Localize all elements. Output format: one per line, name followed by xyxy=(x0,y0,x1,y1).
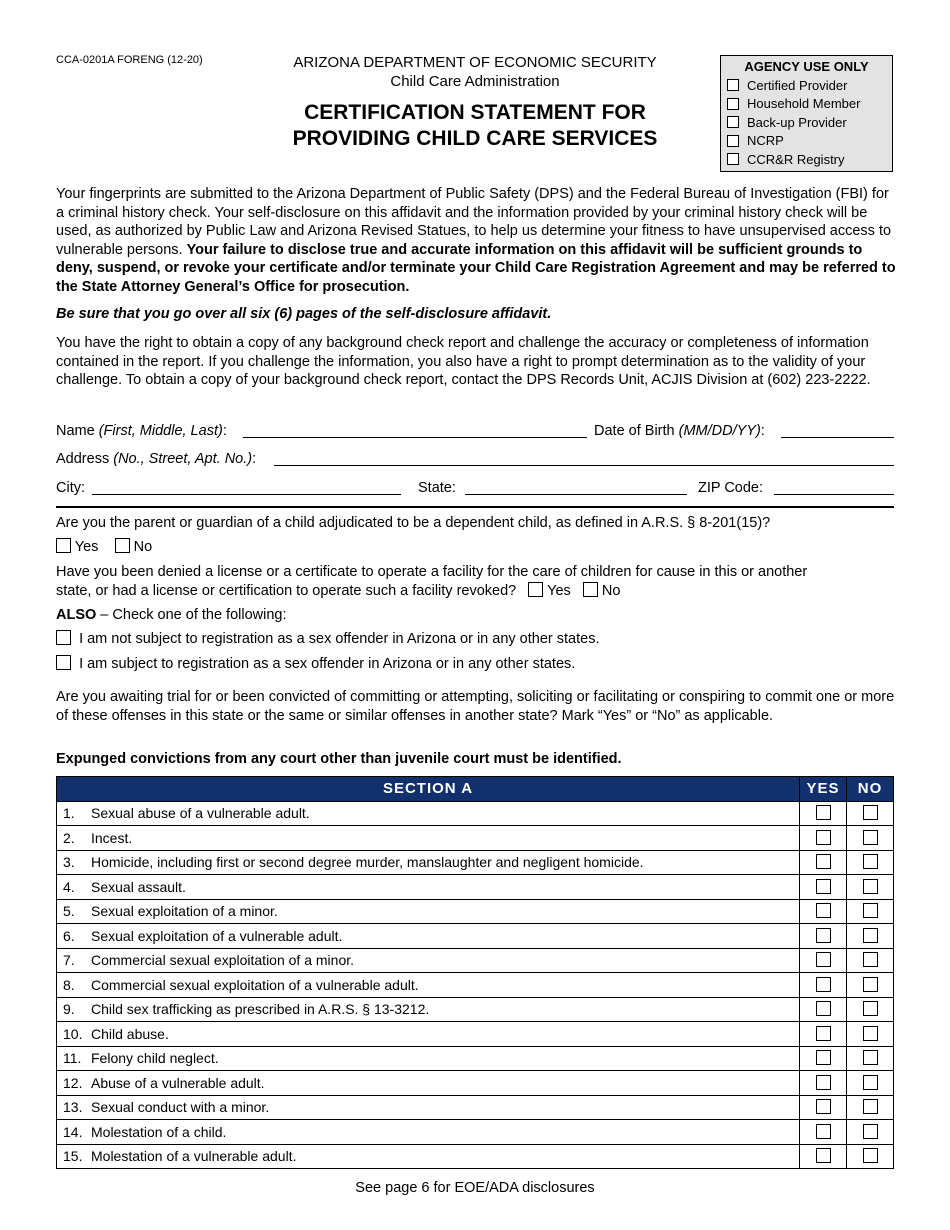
row-number: 11. xyxy=(63,1050,82,1067)
agency-item-ccrr-registry[interactable]: CCR&R Registry xyxy=(721,150,892,169)
license-denied-no-checkbox[interactable] xyxy=(583,582,598,597)
offense-description xyxy=(57,850,800,875)
rights-paragraph: You have the right to obtain a copy of any background check report and challenge the accuracy or completeness of information contained in the report. If you challenge the information, you also have a right to prompt determination as to the validity of your challenge. To obtain a copy of your background check report, contact the DPS Records Unit, ACJIS Division at (602) 223-2222. xyxy=(56,335,871,388)
no-cell xyxy=(847,850,894,875)
row-number: 15. xyxy=(63,1148,83,1165)
row-number: 2. xyxy=(63,829,75,846)
city-label: City: xyxy=(56,480,85,496)
dependent-child-no-checkbox[interactable] xyxy=(115,538,130,553)
row-number: 8. xyxy=(63,976,75,993)
yes-cell xyxy=(800,948,847,973)
also-instruction: ALSO – Check one of the following: xyxy=(56,607,287,623)
offense-text: Sexual exploitation of a minor. xyxy=(91,903,278,920)
yes-checkbox[interactable] xyxy=(816,805,831,820)
no-cell xyxy=(847,1095,894,1120)
yes-checkbox[interactable] xyxy=(816,928,831,943)
offense-description xyxy=(57,1095,800,1120)
no-cell xyxy=(847,973,894,998)
offense-description xyxy=(57,948,800,973)
yes-checkbox[interactable] xyxy=(816,830,831,845)
checkbox[interactable] xyxy=(727,79,739,91)
no-checkbox[interactable] xyxy=(863,854,878,869)
zip-input[interactable] xyxy=(774,494,894,495)
offense-description xyxy=(57,1120,800,1145)
row-number: 4. xyxy=(63,878,75,895)
yes-cell xyxy=(800,1144,847,1169)
no-cell xyxy=(847,826,894,851)
offense-text: Child sex trafficking as prescribed in A.R.S. § 13-3212. xyxy=(91,1001,430,1018)
no-cell xyxy=(847,924,894,949)
checkbox[interactable] xyxy=(727,98,739,110)
agency-item-household-member[interactable]: Household Member xyxy=(721,95,892,114)
no-cell xyxy=(847,1071,894,1096)
table-row xyxy=(57,1022,894,1047)
offense-description xyxy=(57,997,800,1022)
no-checkbox[interactable] xyxy=(863,1026,878,1041)
yes-column-header: YES xyxy=(800,777,847,802)
question-license-denied: Have you been denied a license or a certificate to operate a facility for the care of children for cause in this or another state, or had a license or certification to operate such a facility revoked? Yes No xyxy=(56,564,808,599)
offense-text: Child abuse. xyxy=(91,1025,169,1042)
no-checkbox[interactable] xyxy=(863,805,878,820)
title-line-1: CERTIFICATION STATEMENT FOR xyxy=(304,101,646,124)
offense-text: Sexual abuse of a vulnerable adult. xyxy=(91,805,310,822)
table-row xyxy=(57,875,894,900)
no-cell xyxy=(847,997,894,1022)
row-number: 9. xyxy=(63,1001,75,1018)
no-checkbox[interactable] xyxy=(863,879,878,894)
division-name: Child Care Administration xyxy=(390,73,560,90)
checkbox[interactable] xyxy=(727,116,739,128)
state-label: State: xyxy=(418,480,456,496)
address-label: Address (No., Street, Apt. No.): xyxy=(56,451,257,467)
agency-item-certified-provider[interactable]: Certified Provider xyxy=(721,76,892,95)
yes-checkbox[interactable] xyxy=(816,1001,831,1016)
yes-cell xyxy=(800,1046,847,1071)
form-number: CCA-0201A FORENG (12-20) xyxy=(56,54,203,66)
no-checkbox[interactable] xyxy=(863,928,878,943)
offense-text: Molestation of a vulnerable adult. xyxy=(91,1148,297,1165)
yes-checkbox[interactable] xyxy=(816,1026,831,1041)
no-cell xyxy=(847,948,894,973)
yes-cell xyxy=(800,1071,847,1096)
table-row xyxy=(57,850,894,875)
offense-text: Sexual exploitation of a vulnerable adult. xyxy=(91,927,343,944)
offense-description xyxy=(57,973,800,998)
table-row xyxy=(57,1071,894,1096)
no-checkbox[interactable] xyxy=(863,1001,878,1016)
dob-input[interactable] xyxy=(781,437,894,438)
intro-paragraph: Your fingerprints are submitted to the Arizona Department of Public Safety (DPS) and the Federal Bureau of Investigation (FBI) for a criminal history check. Your self-disclosure on this affidavit and the information provided by your criminal history check will be used, as authorized by Public Law and Arizona Revised Statues, to help us determine your fitness to have unsupervised access to vulnerable persons. Your failure to disclose true and accurate information on this affidavit will be sufficient grounds to deny, suspend, or revoke your certificate and/or terminate your Child Care Registration Agreement and may be referred to the State Attorney General’s Office for prosecution. xyxy=(56,186,896,295)
sex-offender-not-option[interactable]: I am not subject to registration as a sex offender in Arizona or in any other states. xyxy=(56,630,896,649)
offense-description xyxy=(57,826,800,851)
yes-cell xyxy=(800,924,847,949)
offense-text: Commercial sexual exploitation of a vulnerable adult. xyxy=(91,976,419,993)
no-checkbox[interactable] xyxy=(863,1124,878,1139)
row-number: 3. xyxy=(63,854,75,871)
no-column-header: NO xyxy=(847,777,894,802)
no-checkbox[interactable] xyxy=(863,830,878,845)
dob-label: Date of Birth (MM/DD/YY): xyxy=(594,423,765,439)
yes-checkbox[interactable] xyxy=(816,1148,831,1163)
row-number: 7. xyxy=(63,952,75,969)
no-checkbox[interactable] xyxy=(863,1148,878,1163)
offense-description xyxy=(57,1022,800,1047)
section-a-title: SECTION A xyxy=(57,777,800,802)
yes-checkbox[interactable] xyxy=(816,903,831,918)
yes-cell xyxy=(800,826,847,851)
trial-question: Are you awaiting trial for or been convicted of committing or attempting, soliciting or facilitating or conspiring to commit one or more of these offenses in this state or the same or similar offenses in another state? Mark “Yes” or “No” as applicable. xyxy=(56,689,895,724)
dependent-child-yes-checkbox[interactable] xyxy=(56,538,71,553)
agency-item-ncrp[interactable]: NCRP xyxy=(721,132,892,151)
city-input[interactable] xyxy=(92,494,401,495)
offense-text: Sexual assault. xyxy=(91,878,186,895)
department-name: ARIZONA DEPARTMENT OF ECONOMIC SECURITY xyxy=(293,54,657,71)
table-row xyxy=(57,1144,894,1169)
yes-checkbox[interactable] xyxy=(816,952,831,967)
name-input[interactable] xyxy=(243,437,587,438)
name-label: Name (First, Middle, Last): xyxy=(56,423,227,439)
offense-text: Sexual conduct with a minor. xyxy=(91,1099,270,1116)
no-cell xyxy=(847,1144,894,1169)
yes-checkbox[interactable] xyxy=(816,1124,831,1139)
checkbox[interactable] xyxy=(727,153,739,165)
yes-checkbox[interactable] xyxy=(816,879,831,894)
table-row xyxy=(57,1095,894,1120)
yes-cell xyxy=(800,1120,847,1145)
row-number: 1. xyxy=(63,805,75,822)
yes-checkbox[interactable] xyxy=(816,1099,831,1114)
row-number: 6. xyxy=(63,927,75,944)
state-input[interactable] xyxy=(465,494,687,495)
offense-text: Molestation of a child. xyxy=(91,1123,227,1140)
offense-text: Incest. xyxy=(91,829,133,846)
dependent-child-options: Yes No xyxy=(56,538,896,557)
yes-checkbox[interactable] xyxy=(816,854,831,869)
no-cell xyxy=(847,1120,894,1145)
no-cell xyxy=(847,801,894,826)
zip-label: ZIP Code: xyxy=(698,480,764,496)
table-row xyxy=(57,826,894,851)
footer-note: See page 6 for EOE/ADA disclosures xyxy=(355,1180,595,1196)
table-row xyxy=(57,1046,894,1071)
title-line-2: PROVIDING CHILD CARE SERVICES xyxy=(292,127,658,150)
offense-description xyxy=(57,1071,800,1096)
yes-cell xyxy=(800,973,847,998)
checkbox[interactable] xyxy=(727,135,739,147)
offense-text: Felony child neglect. xyxy=(91,1050,219,1067)
offense-description xyxy=(57,899,800,924)
offense-text: Abuse of a vulnerable adult. xyxy=(91,1074,265,1091)
yes-cell xyxy=(800,1095,847,1120)
yes-cell xyxy=(800,850,847,875)
table-row xyxy=(57,973,894,998)
table-row xyxy=(57,924,894,949)
offense-description xyxy=(57,1046,800,1071)
license-denied-yes-checkbox[interactable] xyxy=(528,582,543,597)
yes-cell xyxy=(800,1022,847,1047)
question-dependent-child: Are you the parent or guardian of a child adjudicated to be a dependent child, as defined in A.R.S. § 8-201(15)? xyxy=(56,515,771,531)
yes-checkbox[interactable] xyxy=(816,977,831,992)
table-row xyxy=(57,948,894,973)
table-row xyxy=(57,1120,894,1145)
offense-text: Homicide, including first or second degree murder, manslaughter and negligent homicide. xyxy=(91,854,644,871)
section-a-header-row xyxy=(57,777,894,802)
row-number: 14. xyxy=(63,1123,83,1140)
page-title xyxy=(260,100,690,152)
section-a-table xyxy=(56,776,894,1169)
table-row xyxy=(57,997,894,1022)
yes-cell xyxy=(800,875,847,900)
department-heading xyxy=(260,53,690,91)
yes-checkbox[interactable] xyxy=(816,1075,831,1090)
no-cell xyxy=(847,1046,894,1071)
table-row xyxy=(57,899,894,924)
pages-note: Be sure that you go over all six (6) pages of the self-disclosure affidavit. xyxy=(56,306,552,322)
no-checkbox[interactable] xyxy=(863,977,878,992)
yes-cell xyxy=(800,801,847,826)
no-checkbox[interactable] xyxy=(863,1050,878,1065)
sex-offender-not-checkbox[interactable] xyxy=(56,630,71,645)
no-cell xyxy=(847,899,894,924)
row-number: 10. xyxy=(63,1025,83,1042)
table-row xyxy=(57,801,894,826)
agency-use-heading: AGENCY USE ONLY xyxy=(744,59,869,74)
offense-description xyxy=(57,924,800,949)
agency-use-box xyxy=(720,55,893,172)
row-number: 12. xyxy=(63,1074,83,1091)
no-cell xyxy=(847,1022,894,1047)
sex-offender-is-option[interactable]: I am subject to registration as a sex offender in Arizona or in any other states. xyxy=(56,655,896,674)
intro-warning: Your failure to disclose true and accurate information on this affidavit will be sufficient grounds to deny, suspend, or revoke your certificate and/or terminate your Child Care Registration Agreement and may be referred to the State Attorney General’s Office for prosecution. xyxy=(56,241,896,295)
offense-description xyxy=(57,1144,800,1169)
expunged-note: Expunged convictions from any court other than juvenile court must be identified. xyxy=(56,751,622,767)
divider xyxy=(56,506,894,508)
offense-description xyxy=(57,875,800,900)
no-checkbox[interactable] xyxy=(863,1099,878,1114)
no-checkbox[interactable] xyxy=(863,952,878,967)
offense-text: Commercial sexual exploitation of a minor. xyxy=(91,952,355,969)
row-number: 13. xyxy=(63,1099,83,1116)
agency-item-backup-provider[interactable]: Back-up Provider xyxy=(721,113,892,132)
offense-description xyxy=(57,801,800,826)
no-cell xyxy=(847,875,894,900)
address-input[interactable] xyxy=(274,465,894,466)
yes-checkbox[interactable] xyxy=(816,1050,831,1065)
yes-cell xyxy=(800,899,847,924)
sex-offender-is-checkbox[interactable] xyxy=(56,655,71,670)
no-checkbox[interactable] xyxy=(863,1075,878,1090)
yes-cell xyxy=(800,997,847,1022)
no-checkbox[interactable] xyxy=(863,903,878,918)
row-number: 5. xyxy=(63,903,75,920)
